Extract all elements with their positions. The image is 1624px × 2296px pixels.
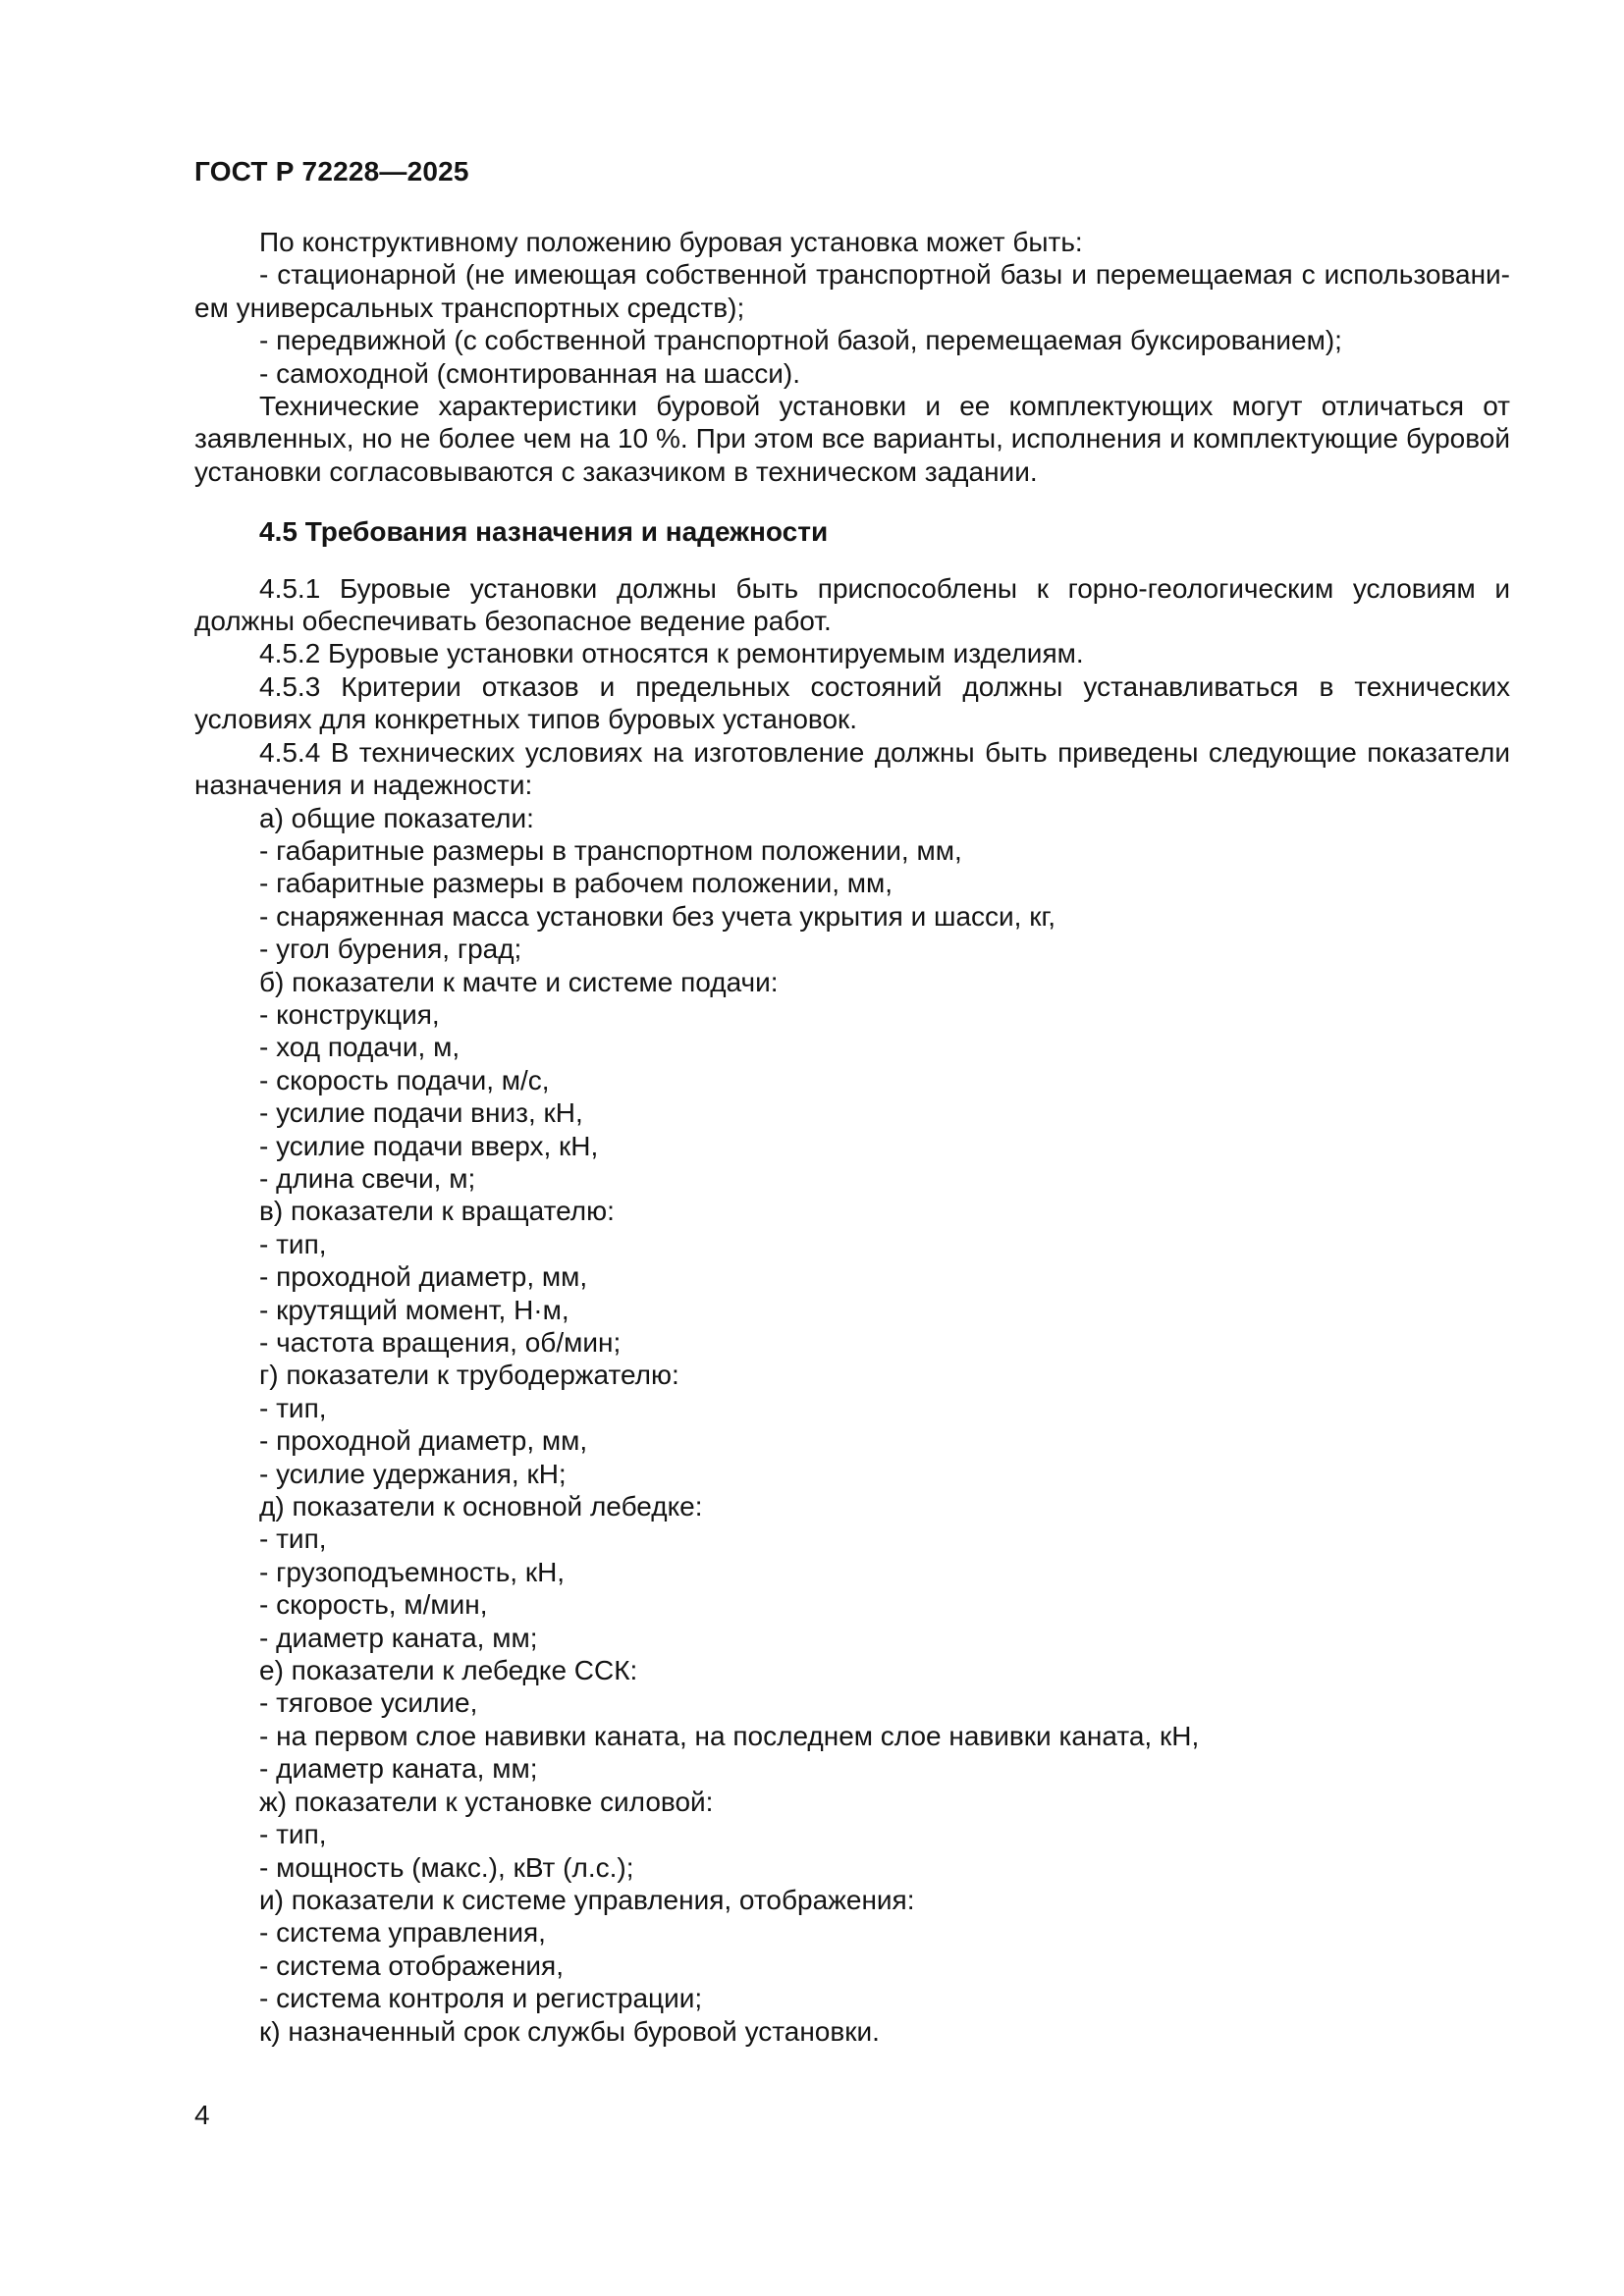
paragraph: в) показатели к вращателю: bbox=[259, 1196, 615, 1227]
paragraph: б) показатели к мачте и системе подачи: bbox=[259, 966, 779, 997]
paragraph: д) показатели к основной лебедке: bbox=[259, 1491, 703, 1522]
paragraph: г) показатели к трубодержателю: bbox=[259, 1360, 679, 1391]
list-item: - на первом слое навивки каната, на последнем слое навивки каната, кН, bbox=[259, 1720, 1200, 1751]
list-item: - усилие подачи вниз, кН, bbox=[259, 1097, 583, 1129]
list-item: - тип, bbox=[259, 1819, 327, 1850]
paragraph: 4.5.4 В технических условиях на изготовление должны быть приведены следующие показатели назначения и надежности: bbox=[194, 736, 1510, 801]
paragraph: е) показатели к лебедке ССК: bbox=[259, 1655, 638, 1686]
list-item: - ход подачи, м, bbox=[259, 1032, 460, 1063]
list-item: - тип, bbox=[259, 1392, 327, 1423]
list-item: - проходной диаметр, мм, bbox=[259, 1425, 588, 1457]
list-item: - система контроля и регистрации; bbox=[259, 1983, 703, 2014]
list-item: - тяговое усилие, bbox=[259, 1687, 478, 1719]
paragraph: Технические характеристики буровой установки и ее комплектующих могут отличаться от заявленных, но не более чем на 10 %. При этом все варианты, исполнения и комплектующие буровой установки согласовываются с заказчиком в техническом задании. bbox=[194, 391, 1510, 487]
paragraph: По конструктивному положению буровая установка может быть: bbox=[259, 227, 1083, 257]
list-item: - тип, bbox=[259, 1523, 327, 1555]
list-item: - диаметр каната, мм; bbox=[259, 1753, 538, 1785]
list-item: - длина свечи, м; bbox=[259, 1162, 476, 1194]
document-body bbox=[194, 226, 1510, 2048]
list-item: - угол бурения, град; bbox=[259, 934, 522, 965]
list-item: - габаритные размеры в рабочем положении, мм, bbox=[259, 868, 893, 899]
paragraph: ж) показатели к установке силовой: bbox=[259, 1786, 714, 1817]
list-item: - система управления, bbox=[259, 1917, 546, 1949]
list-item: - конструкция, bbox=[259, 998, 440, 1030]
list-item: - частота вращения, об/мин; bbox=[259, 1327, 622, 1358]
list-item: - мощность (макс.), кВт (л.с.); bbox=[259, 1851, 634, 1883]
list-item: - снаряженная масса установки без учета укрытия и шасси, кг, bbox=[259, 900, 1056, 932]
list-item: - передвижной (с собственной транспортной базой, перемещаемая буксированием); bbox=[259, 325, 1342, 356]
list-item: - самоходной (смонтированная на шасси). bbox=[259, 357, 801, 389]
list-item: - габаритные размеры в транспортном положении, мм, bbox=[259, 834, 962, 866]
list-item: - скорость подачи, м/с, bbox=[259, 1064, 550, 1095]
page-number: 4 bbox=[194, 2100, 210, 2130]
list-item: - система отображения, bbox=[259, 1949, 564, 1981]
list-item: - стационарной (не имеющая собственной транспортной базы и перемещаемая с использованием универсальных транспортных средств); bbox=[194, 259, 1510, 323]
paragraph: к) назначенный срок службы буровой установки. bbox=[259, 2015, 880, 2047]
list-item: - усилие удержания, кН; bbox=[259, 1458, 567, 1489]
list-item: - грузоподъемность, кН, bbox=[259, 1556, 566, 1587]
paragraph: и) показатели к системе управления, отображения: bbox=[259, 1884, 915, 1915]
paragraph: а) общие показатели: bbox=[259, 802, 534, 833]
list-item: - усилие подачи вверх, кН, bbox=[259, 1130, 599, 1161]
list-item: - тип, bbox=[259, 1228, 327, 1259]
list-item: - диаметр каната, мм; bbox=[259, 1622, 538, 1653]
paragraph: 4.5.3 Критерии отказов и предельных состояний должны устанавливаться в технических условиях для конкретных типов буровых установок. bbox=[194, 670, 1510, 735]
paragraph: 4.5.2 Буровые установки относятся к ремонтируемым изделиям. bbox=[259, 638, 1084, 669]
list-item: - крутящий момент, Н·м, bbox=[259, 1294, 569, 1325]
paragraph: 4.5.1 Буровые установки должны быть приспособлены к горно-геологическим условиям и должны обеспечивать безопасное ведение работ. bbox=[194, 572, 1510, 637]
list-item: - скорость, м/мин, bbox=[259, 1589, 488, 1621]
section-heading: 4.5 Требования назначения и надежности bbox=[259, 516, 829, 548]
document-designation: ГОСТ Р 72228—2025 bbox=[194, 156, 469, 187]
list-item: - проходной диаметр, мм, bbox=[259, 1261, 588, 1293]
